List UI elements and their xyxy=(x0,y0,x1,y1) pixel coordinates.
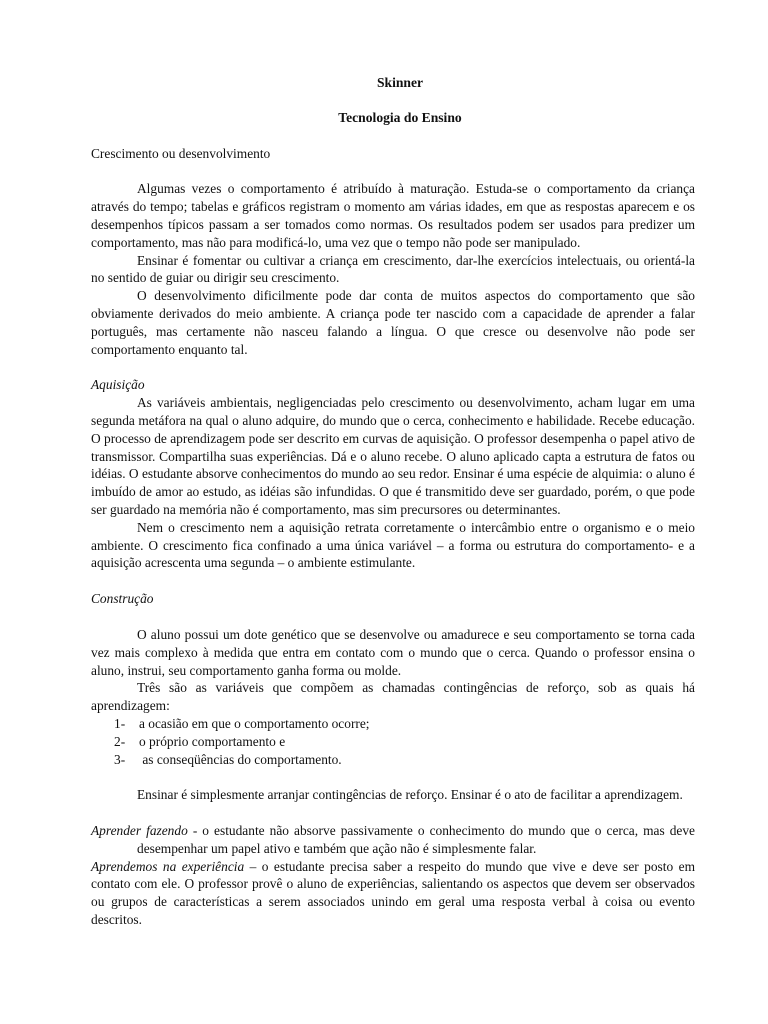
paragraph: Ensinar é simplesmente arranjar contingências de reforço. Ensinar é o ato de facilitar a aprendizagem. xyxy=(137,787,683,803)
section-crescimento xyxy=(91,145,695,359)
section-aprender xyxy=(91,822,695,929)
paragraph: Algumas vezes o comportamento é atribuído à maturação. Estuda-se o comportamento da criança através do tempo; tabelas e gráficos registram o momento am várias idades, em que as respostas aparecem e os desempenhos típicos passam a ser tomados como normas. Os resultados podem ser usados para predizer um comportamento, mas não para modificá-lo, uma vez que o tempo não pode ser manipulado. xyxy=(91,181,695,250)
document-title: Skinner xyxy=(376,75,424,90)
definition-item xyxy=(91,822,695,858)
list-text: as conseqüências do comportamento. xyxy=(139,751,342,767)
list-number: 2- xyxy=(114,733,126,749)
list-item xyxy=(91,751,695,769)
paragraph: As variáveis ambientais, negligenciadas pelo crescimento ou desenvolvimento, acham lugar em uma segunda metáfora na qual o aluno adquire, do mundo que o cerca, conhecimento e habilidade. Recebe educação. O processo de aprendizagem pode ser descrito em curvas de aquisição. O professor desempenha o papel ativo de transmissor. Compartilha suas experiências. Dá e o aluno recebe. O aluno aplicado capta a estrutura de fatos ou idéias. O estudante absorve conhecimentos do mundo ao seu redor. Ensinar é uma espécie de alquimia: o aluno é imbuído de amor ao estudo, as idéias são infundidas. O que é transmitido deve ser guardado, porém, o que pode ser guardado na memória não é comportamento, mas sim precursores ou determinantes. xyxy=(91,395,695,517)
list-item xyxy=(91,715,695,733)
section-heading: Construção xyxy=(91,591,154,607)
list-text: a ocasião em que o comportamento ocorre; xyxy=(139,715,370,731)
section-construcao xyxy=(91,590,695,804)
list-item xyxy=(91,733,695,751)
term: Aprender fazendo xyxy=(91,823,188,839)
section-heading: Crescimento ou desenvolvimento xyxy=(91,145,271,161)
paragraph: Ensinar é fomentar ou cultivar a criança em crescimento, dar-lhe exercícios intelectuais, ou orientá-la no sentido de guiar ou dirigir seu crescimento. xyxy=(91,252,695,286)
section-heading: Aquisição xyxy=(91,377,145,393)
paragraph: O desenvolvimento dificilmente pode dar conta de muitos aspectos do comportamento que são obviamente derivados do meio ambiente. A criança pode ter nascido com a capacidade de aprender a falar português, mas certamente não nasceu falando a língua. O que cresce ou desenvolve não pode ser comportamento enquanto tal. xyxy=(91,288,695,357)
paragraph: Nem o crescimento nem a aquisição retrata corretamente o intercâmbio entre o organismo e o meio ambiente. O crescimento fica confinado a uma única variável – a forma ou estrutura do comportamento- e a aquisição acrescenta uma segunda – o ambiente estimulante. xyxy=(91,519,695,571)
paragraph: Três são as variáveis que compõem as chamadas contingências de reforço, sob as quais há aprendizagem: xyxy=(91,680,695,714)
document-subtitle: Tecnologia do Ensino xyxy=(338,109,462,125)
definition-item xyxy=(91,858,695,929)
list-number: 3- xyxy=(114,751,126,767)
section-aquisicao xyxy=(91,376,695,572)
document-body xyxy=(91,74,695,929)
numbered-list xyxy=(91,715,695,768)
definition-text: – o estudante precisa saber a respeito do mundo que vive e deve ser posto em contato com ele. O professor provê o aluno de experiências, salientando os aspectos que devem ser observados ou grupos de características a serem associados unindo em geral uma resposta verbal à coisa ou evento descritos. xyxy=(91,858,695,928)
paragraph: O aluno possui um dote genético que se desenvolve ou amadurece e seu comportamento se torna cada vez mais complexo à medida que entra em contato com o mundo que o cerca. Quando o professor ensina o aluno, instrui, seu comportamento ganha forma ou molde. xyxy=(91,626,695,678)
list-number: 1- xyxy=(114,715,126,731)
definition-text: - o estudante não absorve passivamente o conhecimento do mundo que o cerca, mas deve desempenhar um papel ativo e também que ação não é simplesmente falar. xyxy=(137,823,695,856)
list-text: o próprio comportamento e xyxy=(139,733,286,749)
term: Aprendemos na experiência xyxy=(91,858,245,874)
